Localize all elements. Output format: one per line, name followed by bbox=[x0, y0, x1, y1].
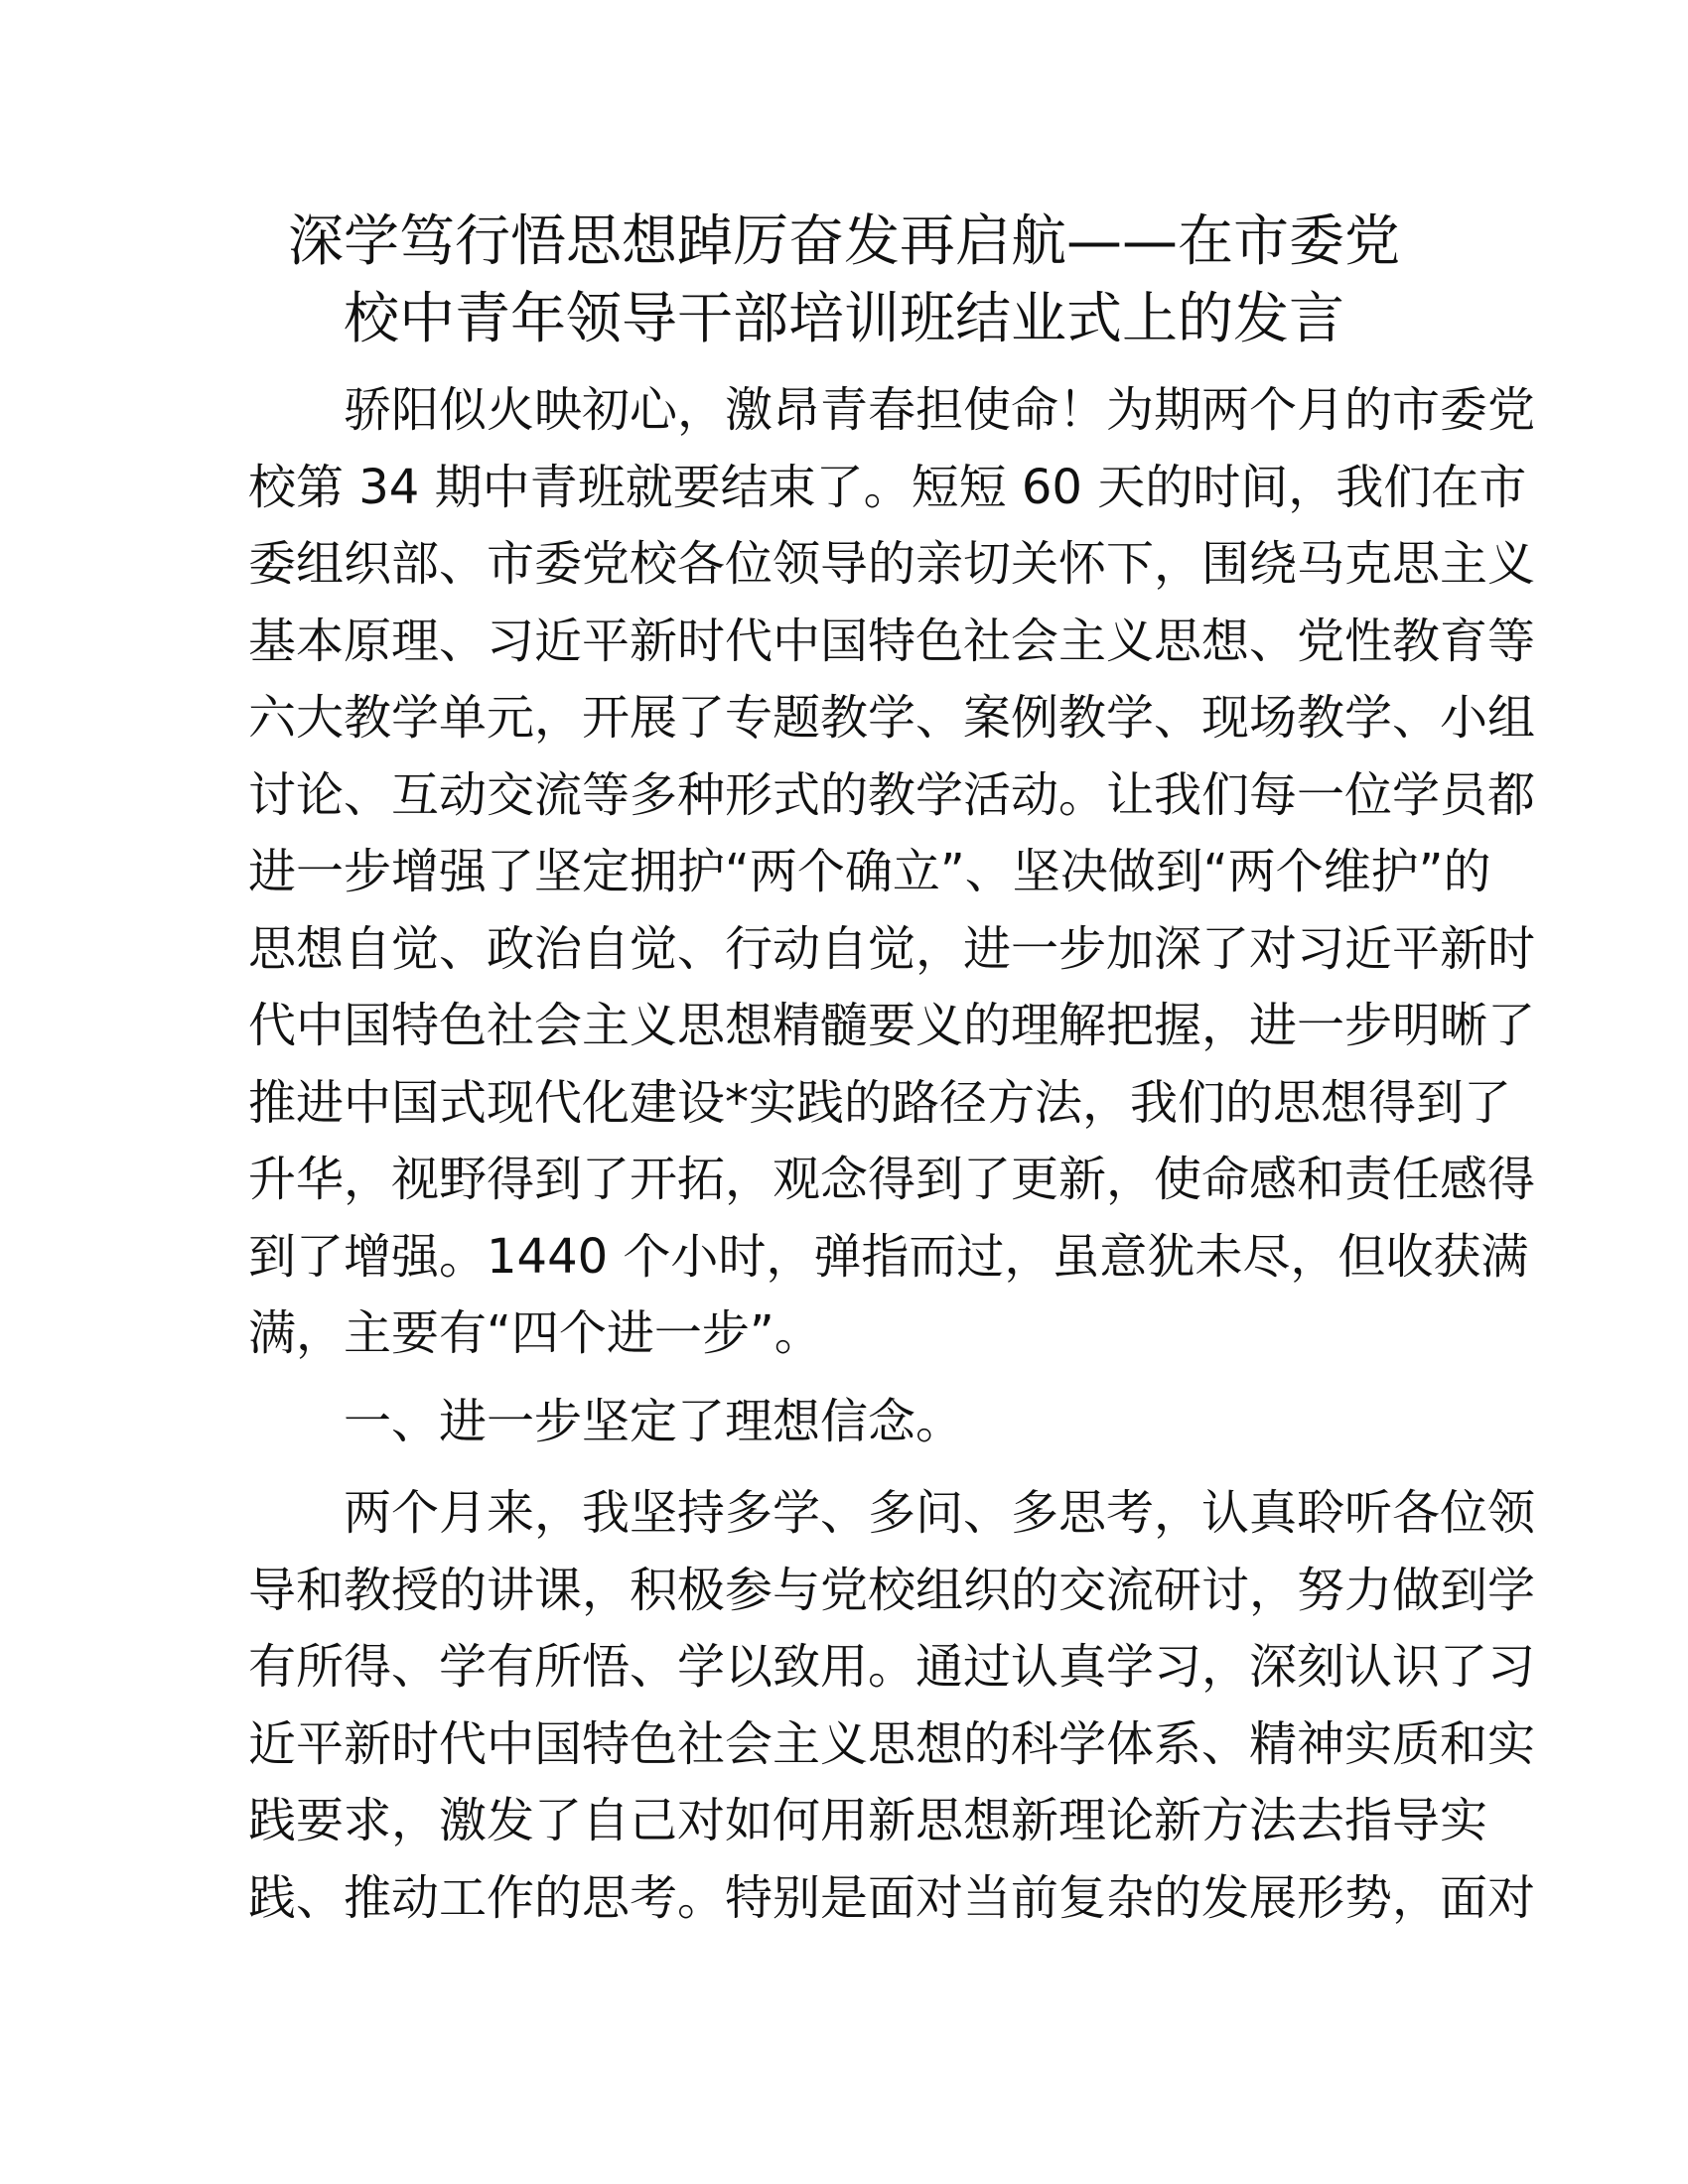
paragraph-intro bbox=[248, 372, 1536, 1373]
text-line: 代中国特色社会主义思想精髓要义的理解把握，进一步明晰了 bbox=[248, 998, 1536, 1053]
text-line: 校第 34 期中青班就要结束了。短短 60 天的时间，我们在市 bbox=[248, 459, 1527, 515]
text-line: 到了增强。1440 个小时，弹指而过，虽意犹未尽，但收获满 bbox=[248, 1228, 1529, 1285]
text-line: 两个月来，我坚持多学、多问、多思考，认真聆听各位领 bbox=[344, 1485, 1536, 1541]
text-line: 基本原理、习近平新时代中国特色社会主义思想、党性教育等 bbox=[248, 613, 1536, 669]
text-line: 骄阳似火映初心，激昂青春担使命！为期两个月的市委党 bbox=[344, 382, 1536, 438]
text-line: 满，主要有“四个进一步”。 bbox=[248, 1305, 822, 1361]
paragraph-section1 bbox=[248, 1475, 1536, 1937]
text-line: 委组织部、市委党校各位领导的亲切关怀下，围绕马克思主义 bbox=[248, 536, 1536, 592]
text-line: 进一步增强了坚定拥护“两个确立”、坚决做到“两个维护”的 bbox=[248, 844, 1491, 899]
title-line: 校中青年领导干部培训班结业式上的发言 bbox=[344, 287, 1344, 351]
text-line: 践、推动工作的思考。特别是面对当前复杂的发展形势，面对 bbox=[248, 1869, 1536, 1926]
text-line: 讨论、互动交流等多种形式的教学活动。让我们每一位学员都 bbox=[248, 766, 1536, 823]
text-line: 导和教授的讲课，积极参与党校组织的交流研讨，努力做到学 bbox=[248, 1562, 1536, 1618]
title-line: 深学笃行悟思想踔厉奋发再启航——在市委党 bbox=[288, 209, 1400, 274]
text-line: 推进中国式现代化建设*实践的路径方法，我们的思想得到了 bbox=[248, 1074, 1512, 1131]
text-line: 践要求，激发了自己对如何用新思想新理论新方法去指导实 bbox=[248, 1793, 1488, 1848]
heading-text: 一、进一步坚定了理想信念。 bbox=[344, 1394, 964, 1449]
text-line: 六大教学单元，开展了专题教学、案例教学、现场教学、小组 bbox=[248, 690, 1536, 746]
text-line: 有所得、学有所悟、学以致用。通过认真学习，深刻认识了习 bbox=[248, 1639, 1536, 1695]
text-line: 升华，视野得到了开拓，观念得到了更新，使命感和责任感得 bbox=[248, 1152, 1536, 1207]
document-title bbox=[238, 204, 1450, 358]
section-heading bbox=[248, 1384, 1428, 1461]
text-line: 近平新时代中国特色社会主义思想的科学体系、精神实质和实 bbox=[248, 1715, 1536, 1772]
text-line: 思想自觉、政治自觉、行动自觉，进一步加深了对习近平新时 bbox=[248, 920, 1536, 977]
